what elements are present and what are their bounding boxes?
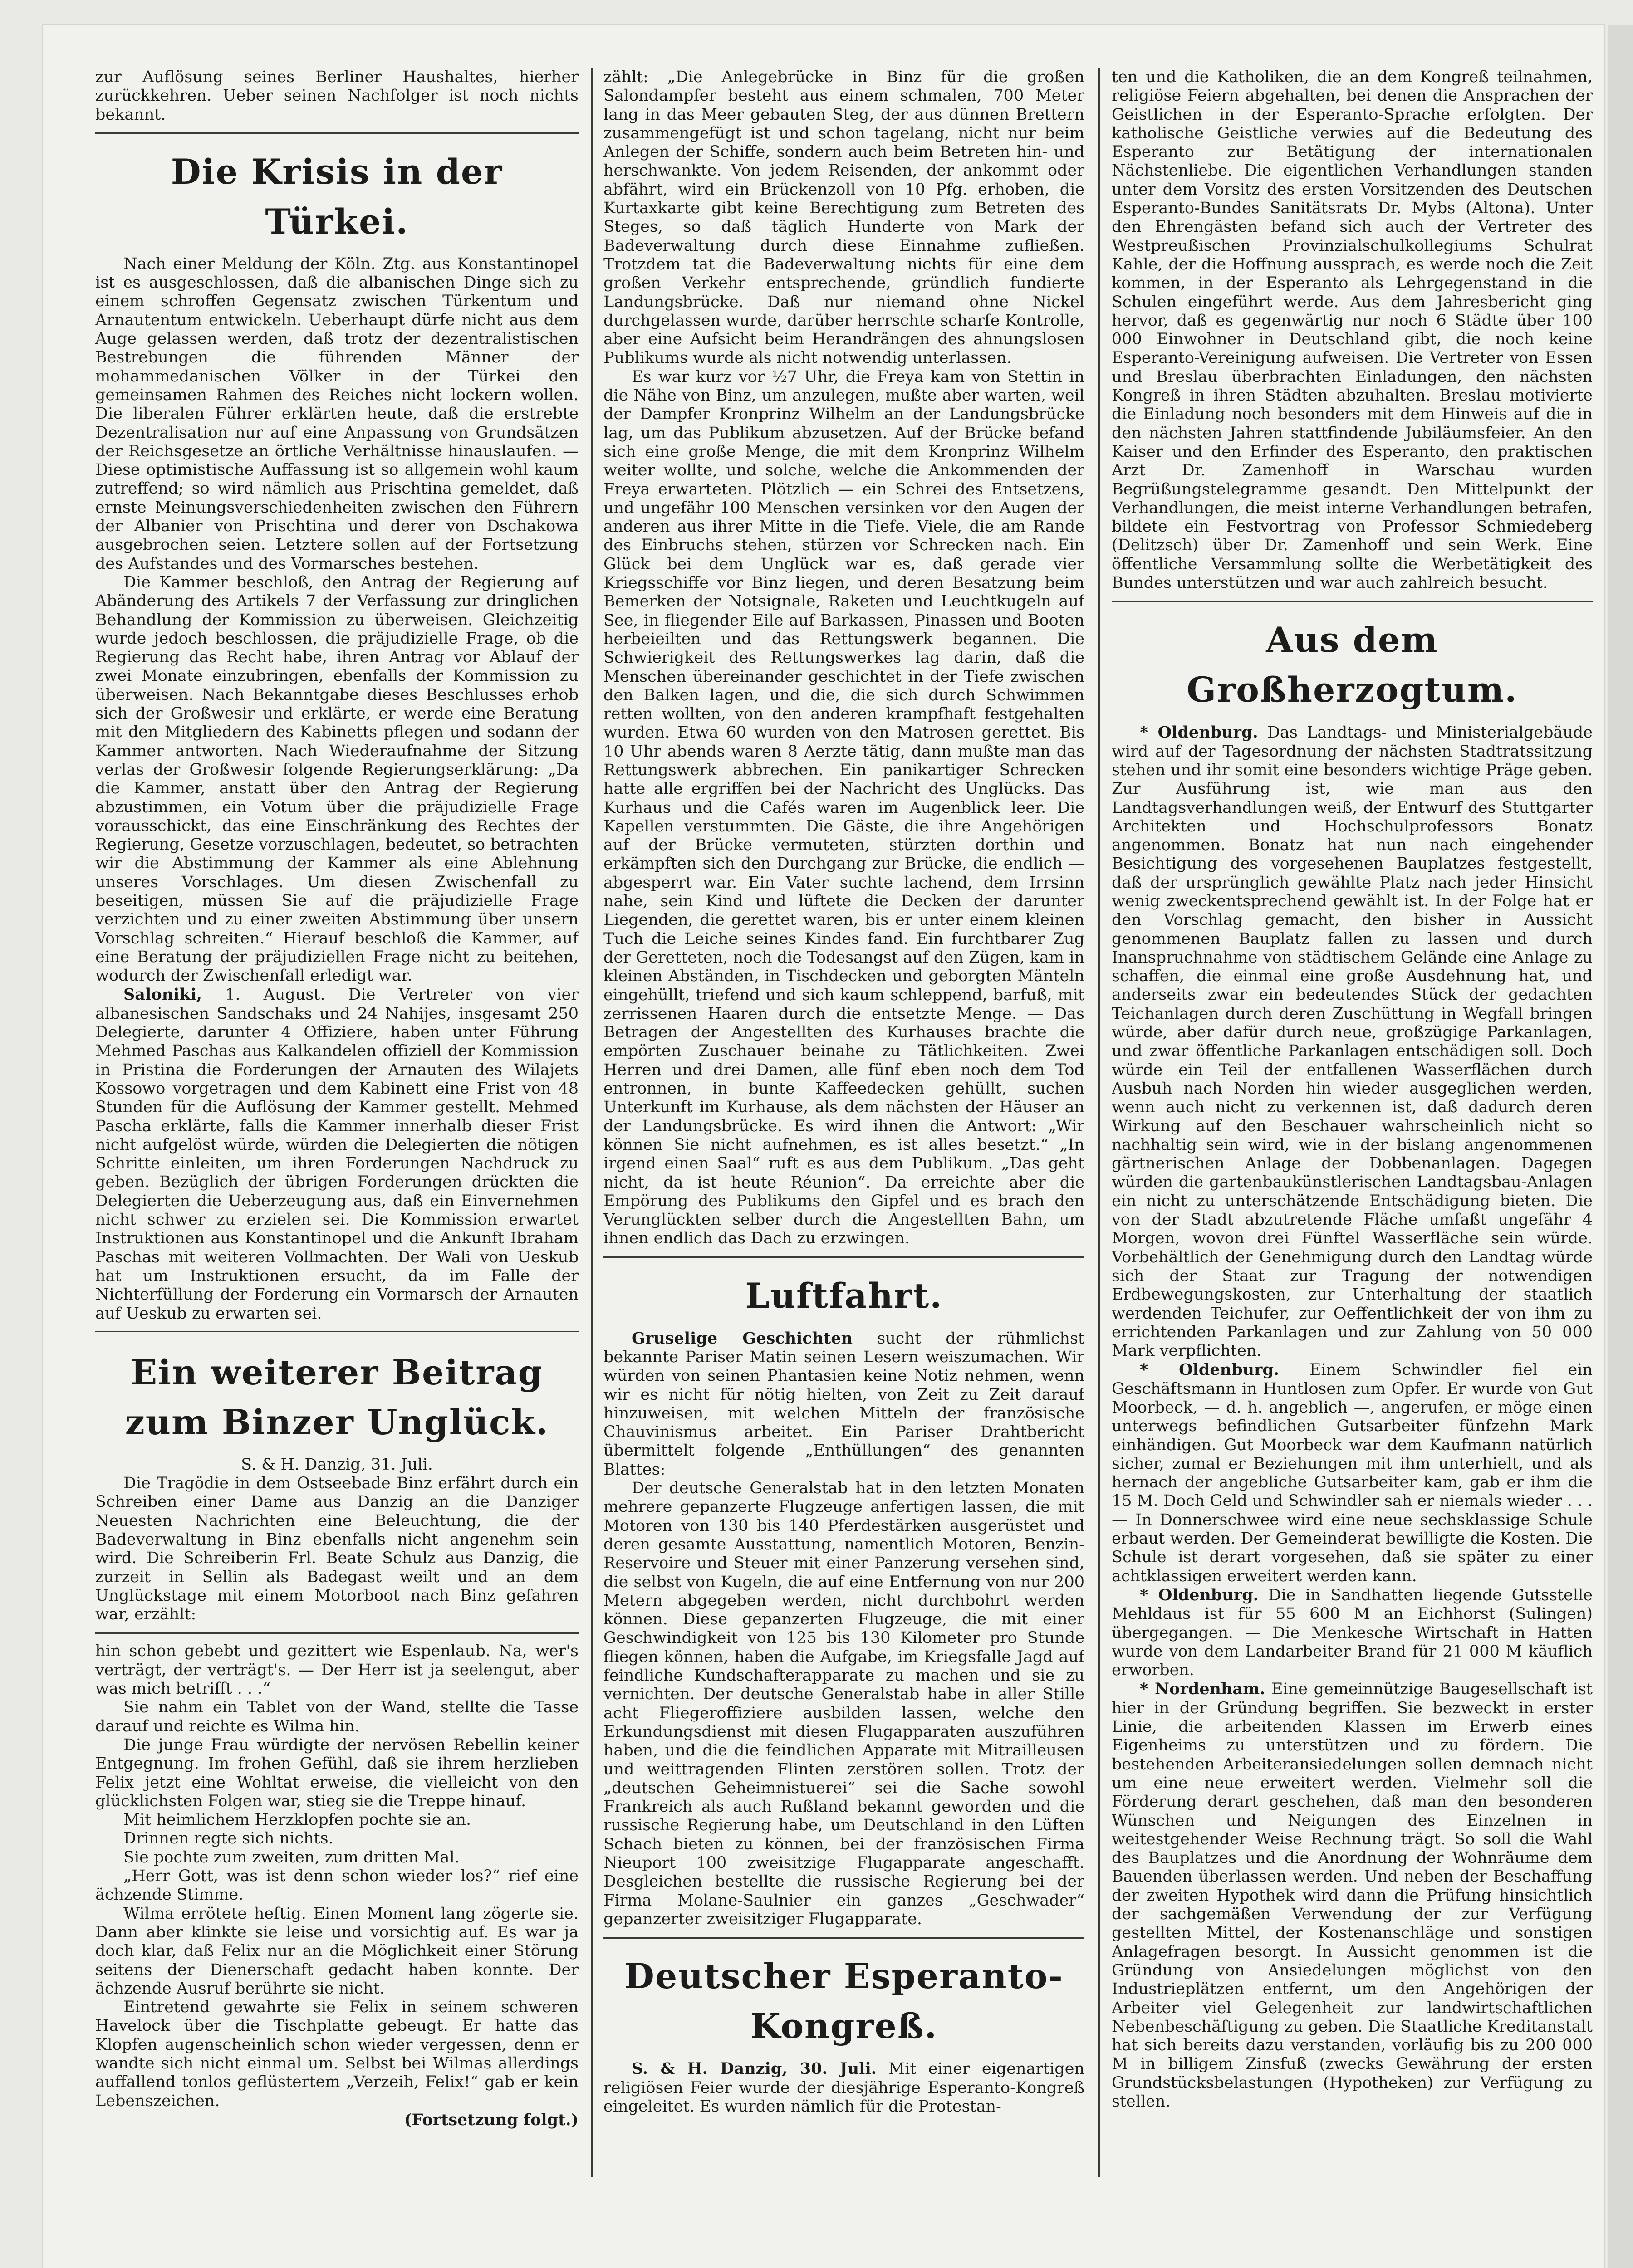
continued-note: (Fortsetzung folgt.) xyxy=(404,2110,579,2129)
serial-paragraph: Die junge Frau würdigte der nervösen Rebellin keiner Entgegnung. Im frohen Gefühl, daß sie ihrem herzlieben Felix jetzt eine Wohltat erweise, die vielleicht von den glücklichsten Folgen war, stieg sie die Treppe hinauf. xyxy=(95,1735,579,1810)
serial-paragraph: Drinnen regte sich nichts. xyxy=(123,1829,333,1848)
paragraph-text: Mit einer eigenartigen religiösen Feier wurde der diesjährige Esperanto-Kongreß eingeleitet. Es wurden nämlich für die Protestan- xyxy=(603,2060,1084,2116)
paragraph-text: Einem Schwindler fiel ein Geschäftsmann in Huntlosen zum Opfer. Er wurde von Gut Moorbeck, — d. h. angeblich —, angerufen, er möge einen unterwegs befindlichen Gutsarbeiter fünfzehn Mark einhändigen. Gut Moorbeck war dem Kaufmann natürlich sicher, zumal er Beziehungen mit ihm unterhielt, und als hernach der angebliche Gutsarbeiter kam, gab er ihm die 15 M. Doch Geld und Schwindler sah er niemals wieder . . . — In Donnerschwee wird eine neue sechsklassige Schule erbaut werden. Der Gemeinderat bewilligte die Kosten. Die Schule ist derart vorgesehen, daß sie später zu einer achtklassigen erweitert werden kann. xyxy=(1112,1361,1593,1585)
dateline: * Oldenburg. xyxy=(1140,723,1258,742)
esperanto-paragraph xyxy=(603,2059,1084,2116)
paragraph-text: Die in Sandhatten liegende Gutsstelle Mehldaus ist für 55 600 M an Eichhorst (Sulingen) übergegangen. — Die Menkesche Wirtschaft in Hatten wurde von dem Landarbeiter Brand für 21 000 M käuflich erworben. xyxy=(1112,1586,1593,1680)
column-left xyxy=(95,68,579,2177)
column-right xyxy=(1112,68,1593,2177)
dateline: * Nordenham. xyxy=(1140,1680,1265,1699)
duchy-paragraph xyxy=(1112,723,1593,1360)
duchy-paragraph xyxy=(1112,1680,1593,2111)
dateline: S. & H. Danzig, 31. Juli. xyxy=(241,1455,433,1474)
serial-paragraph: „Herr Gott, was ist denn schon wieder los?“ rief eine ächzende Stimme. xyxy=(95,1867,579,1904)
column-rule-right xyxy=(1098,68,1100,2177)
paragraph-text: sucht der rühmlichst bekannte Pariser Matin seinen Lesern weiszumachen. Wir würden von seinen Phantasien keine Notiz nehmen, wenn wir es nicht für nötig hielten, von Zeit zu Zeit darauf hinzuweisen, mit welchen Mitteln der französische Chauvinismus arbeitet. Ein Pariser Drahtbericht übermittelt folgende „Enthüllungen“ des genannten Blattes: xyxy=(603,1329,1084,1479)
aviation-paragraph xyxy=(603,1329,1084,1479)
article-intro: zur Auflösung seines Berliner Haushaltes, hierher zurückkehren. Ueber seinen Nachfolger ist noch nichts bekannt. xyxy=(95,68,579,124)
serial-paragraph: Wilma errötete heftig. Einen Moment lang zögerte sie. Dann aber klinkte sie leise und vorsichtig auf. Es war ja doch klar, daß Felix nur an die Möglichkeit einer Störung seitens der Dienerschaft gedacht haben konnte. Der ächzende Ausruf berührte sie nicht. xyxy=(95,1904,579,1998)
dateline: * Oldenburg. xyxy=(1140,1585,1259,1604)
page-edge xyxy=(1608,25,1633,2268)
serial-paragraph: Mit heimlichem Herzklopfen pochte sie an. xyxy=(123,1811,471,1829)
separator xyxy=(95,132,579,134)
headline-turkey: Die Krisis in der Türkei. xyxy=(171,151,503,242)
serial-paragraph: Eintretend gewahrte sie Felix in seinem schweren Havelock über die Tischplatte gebeugt. Er hatte das Klopfen augenscheinlich schon wieder vergessen, denn er wandte sich nicht einmal um. Selbst bei Wilmas allerdings auffallend tonlos geflüstertem „Verzeih, Felix!“ gab er kein Lebenszeichen. xyxy=(95,1998,579,2110)
turkey-paragraph: Nach einer Meldung der Köln. Ztg. aus Konstantinopel ist es ausgeschlossen, daß die albanischen Dinge sich zu einem schroffen Gegensatz zwischen Türkentum und Arnautentum entwickeln. Ueberhaupt dürfe nicht aus dem Auge gelassen werden, daß trotz der dezentralistischen Bestrebungen die führenden Männer der mohammedanischen Völker in der Türkei den gemeinsamen Rahmen des Reiches nicht lockern wollen. Die liberalen Führer erklärten heute, daß die erstrebte Dezentralisation nur auf eine Anpassung von Grundsätzen der Reichsgesetze an örtliche Verhältnisse hinauslaufen. — Diese optimistische Auffassung ist so allgemein wohl kaum zutreffend; so wird nämlich aus Prischtina gemeldet, daß ernste Meinungsverschiedenheiten zwischen den Führern der Albanier von Prischtina und derer von Dschakowa ausgebrochen seien. Letztere sollen auf der Fortsetzung des Aufstandes und des Vormarsches bestehen. xyxy=(95,254,579,573)
headline-esperanto: Deutscher Esperanto-Kongreß. xyxy=(624,1956,1064,2047)
lead-phrase: Gruselige Geschichten xyxy=(632,1329,853,1348)
serial-paragraph: hin schon gebebt und gezittert wie Espenlaub. Na, wer's verträgt, der verträgt's. — Der Herr ist ja seelengut, aber was mich betrifft . . .“ xyxy=(95,1642,579,1698)
duchy-paragraph xyxy=(1112,1586,1593,1680)
serial-paragraph: Sie pochte zum zweiten, zum dritten Mal. xyxy=(123,1848,460,1867)
separator xyxy=(1112,601,1593,602)
separator xyxy=(603,1256,1084,1258)
binz-paragraph: Die Tragödie in dem Ostseebade Binz erfährt durch ein Schreiben einer Dame aus Danzig an die Danziger Neuesten Nachrichten eine Beleuchtung, die der Badeverwaltung in Binz ebenfalls nicht angenehm sein wird. Die Schreiberin Frl. Beate Schulz aus Danzig, die zurzeit in Sellin als Badegast weilt und an dem Unglückstage mit einem Motorboot nach Binz gefahren war, erzählt: xyxy=(95,1474,579,1624)
separator xyxy=(603,1937,1084,1939)
dateline: S. & H. Danzig, 30. Juli. xyxy=(632,2059,877,2078)
binz-paragraph: zählt: „Die Anlegebrücke in Binz für die großen Salondampfer besteht aus einem schmalen, 700 Meter lang in das Meer gebauten Steg, der aus dünnen Brettern zusammengefügt ist und schon tagelang, nicht nur beim Anlegen der Schiffe, sondern auch beim Betreten hin- und herschwankte. Von jedem Reisenden, der ankommt oder abfährt, wird ein Brückenzoll von 10 Pfg. erhoben, die Kurtaxkarte gibt keine Berechtigung zum Betreten des Steges, so daß täglich Hunderte von Mark der Badeverwaltung durch diese Einnahme zufließen. Trotzdem tat die Badeverwaltung nichts für eine dem großen Verkehr entsprechende, gründlich fundierte Landungsbrücke. Daß nur niemand ohne Nickel durchgelassen wurde, darüber herrschte scharfe Kontrolle, aber eine Aufsicht beim Herandrängen des ahnungslosen Publikums wurde als nicht notwendig unterlassen. xyxy=(603,68,1084,367)
serial-paragraph: Sie nahm ein Tablet von der Wand, stellte die Tasse darauf und reichte es Wilma hin. xyxy=(95,1698,579,1735)
turkey-paragraph: Die Kammer beschloß, den Antrag der Regierung auf Abänderung des Artikels 7 der Verfassung zur dringlichen Behandlung der Kommission zu überweisen. Gleichzeitig wurde jedoch beschlossen, die präjudizielle Frage, ob die Regierung das Recht habe, ihren Antrag vor Ablauf der zwei Monate einzubringen, ebenfalls der Kommission zu überweisen. Nach Bekanntgabe dieses Beschlusses erhob sich der Großwesir und erklärte, er werde eine Beratung mit den Mitgliedern des Kabinetts pflegen und sodann der Kammer antworten. Nach Wiederaufnahme der Sitzung verlas der Großwesir folgende Regierungserklärung: „Da die Kammer, anstatt über den Antrag der Regierung abzustimmen, ein Votum über die präjudizielle Frage vorausschickt, das eine Einschränkung des Rechtes der Regierung, Gesetze vorzuschlagen, bedeutet, so betrachten wir die Abstimmung der Kammer als eine Ablehnung unseres Vorschlages. Um diesen Zwischenfall zu beseitigen, müssen Sie auf die präjudizielle Frage verzichten und zu einer zweiten Abstimmung über unsern Vorschlag schreiten.“ Hierauf beschloß die Kammer, auf eine Beratung der präjudiziellen Frage nicht zu beitehen, wodurch der Zwischenfall erledigt war. xyxy=(95,573,579,985)
turkey-paragraph xyxy=(95,985,579,1323)
separator xyxy=(95,1331,579,1335)
duchy-paragraph xyxy=(1112,1360,1593,1586)
dateline: Saloniki, xyxy=(123,985,202,1004)
headline-aviation: Luftfahrt. xyxy=(745,1275,943,1316)
column-rule-left xyxy=(591,68,593,2177)
separator xyxy=(95,1632,579,1634)
paragraph-text: Das Landtags- und Ministerialgebäude wird auf der Tagesordnung der nächsten Stadtratssitzung stehen und ihr somit eine besonders wichtige Präge geben. Zur Ausführung ist, wie man aus den Landtagsverhandlungen weiß, der Entwurf des Stuttgarter Architekten und Hochschulprofessors Bonatz angenommen. Bonatz hat nun nach eingehender Besichtigung des vorgesehenen Bauplatzes festgestellt, daß der ursprünglich gewählte Platz nach jeder Hinsicht wenig zweckentsprechend gewählt ist. In der Folge hat er den Vorschlag gemacht, den bisher in Aussicht genommenen Bauplatz fallen zu lassen und durch Inanspruchnahme von städtischem Gelände eine Anlage zu schaffen, die einmal eine große Ausdehnung hat, und anderseits zwar ein bedeutendes Stück der gedachten Teichanlagen durch deren Zuschüttung in Wegfall bringen würde, aber dafür durch neue, großzügige Parkanlagen, und zwar öffentliche Parkanlagen entschädigen soll. Doch würde ein Teil der entfallenen Wasserflächen durch Ausbuh nach Norden hin wieder ausgeglichen werden, wenn auch nicht zu verkennen ist, daß dadurch deren Wirkung auf den Beschauer wahrscheinlich nicht so nachhaltig sein wird, wie in der bislang angenommenen gärtnerischen Anlage der Dobbenanlagen. Dagegen würden die gartenbaukünstlerischen Landtagsbau-Anlagen ein nicht zu unterschätzende Entschädigung bieten. Die von der Stadt abzutretende Fläche umfaßt ungefähr 4 Morgen, wovon drei Fünftel Wasserfläche sein würde. Vorbehältlich der Genehmigung durch den Landtag würde sich der Staat zur Tragung der notwendigen Erdbewegungskosten, zur Unterhaltung der staatlich werdenden Teichufer, zur Oeffentlichkeit der von ihm zu errichtenden Parkanlagen und zur Zahlung von 50 000 Mark verpflichten. xyxy=(1112,723,1593,1360)
dateline: * Oldenburg. xyxy=(1140,1360,1280,1379)
binz-paragraph: Es war kurz vor ½7 Uhr, die Freya kam von Stettin in die Nähe von Binz, um anzulegen, mußte aber warten, weil der Dampfer Kronprinz Wilhelm an der Landungsbrücke lag, um das Publikum abzusetzen. Auf der Brücke befand sich eine große Menge, die mit dem Kronprinz Wilhelm weiter wollte, und solche, welche die Ankommenden der Freya erwarteten. Plötzlich — ein Schrei des Entsetzens, und ungefähr 100 Menschen versinken vor den Augen der anderen aus ihrer Mitte in die Tiefe. Viele, die am Rande des Einbruchs stehen, stürzen vor Schrecken nach. Ein Glück bei dem Unglück war es, daß gerade vier Kriegsschiffe vor Binz liegen, und deren Besatzung beim Bemerken der Notsignale, Raketen und Leuchtkugeln auf See, in fliegender Eile auf Barkassen, Pinassen und Booten herbeieilten und das Rettungswerk begannen. Die Schwierigkeit des Rettungswerkes lag darin, daß die Menschen übereinander geschichtet in der Tiefe zwischen den Balken lagen, und die, die sich durch Schwimmen retten wollten, von den anderen krampfhaft festgehalten wurden. Etwa 60 wurden von den Matrosen gerettet. Bis 10 Uhr abends waren 8 Aerzte tätig, dann mußte man das Rettungswerk abbrechen. Ein panikartiger Schrecken hatte alle ergriffen bei der Nachricht des Unglücks. Das Kurhaus und die Cafés waren im Augenblick leer. Die Kapellen verstummten. Die Gäste, die ihre Angehörigen auf der Brücke vermuteten, stürzten dorthin und erkämpften sich den Durchgang zur Brücke, die endlich — abgesperrt war. Ein Vater suchte lachend, dem Irrsinn nahe, sein Kind und lüftete die Decken der darunter Liegenden, die gerettet waren, bis er unter einem kleinen Tuch die Leiche seines Kindes fand. Ein furchtbarer Zug der Geretteten, noch die Todesangst auf den Zügen, kam in kleinen Abständen, in Tischdecken und geborgten Mänteln eingehüllt, triefend und sich kaum schleppend, barfuß, mit zerrissenen Haaren durch die entsetzte Menge. — Das Betragen der Angestellten des Kurhauses brachte die empörten Zuschauer beinahe zu Tätlichkeiten. Zwei Herren und drei Damen, alle fünf eben noch dem Tod entronnen, in bunte Kaffeedecken gehüllt, suchen Unterkunft im Kurhause, als dem nächsten der Häuser an der Landungsbrücke. Es wird ihnen die Antwort: „Wir können Sie nicht aufnehmen, es ist alles besetzt.“ „In irgend einen Saal“ ruft es aus dem Publikum. „Das geht nicht, da ist heute Réunion“. Da erreichte aber die Empörung des Publikums den Gipfel und es brach den Verunglückten selber durch die Angestellten Bahn, um ihnen endlich das Dach zu erzwingen. xyxy=(603,367,1084,1248)
headline-duchy: Aus dem Großherzogtum. xyxy=(1187,620,1518,710)
aviation-paragraph: Der deutsche Generalstab hat in den letzten Monaten mehrere gepanzerte Flugzeuge anfertigen lassen, die mit Motoren von 130 bis 140 Pferdestärken ausgerüstet und deren gesamte Ausstattung, namentlich Motoren, Benzin-Reservoire und Steuer mit einer Panzerung versehen sind, die selbst von Kugeln, die auf eine Entfernung von nur 200 Metern abgegeben werden, nicht durchbohrt werden können. Diese gepanzerten Flugzeuge, die mit einer Geschwindigkeit von 125 bis 130 Kilometer pro Stunde fliegen können, haben die Aufgabe, im Kriegsfalle Jagd auf feindliche Kundschafterapparate zu machen und sie zu vernichten. Der deutsche Generalstab habe in aller Stille acht Fliegeroffiziere ausbilden lassen, welche den Erkundungsdienst mit diesen Flugapparaten auszuführen haben, und die die feindlichen Apparate mit Mitrailleusen und weittragenden Flinten zerstören sollen. Trotz der „deutschen Geheimnistuerei“ sei die Sache sowohl Frankreich als auch Rußland bekannt geworden und die russische Regierung habe, um Deutschland in den Lüften Schach bieten zu können, bei der französischen Firma Nieuport 100 zweisitzige Flugapparate angeschafft. Desgleichen bestellte die russische Regierung bei der Firma Molane-Saulnier ein ganzes „Geschwader“ gepanzerter zweisitziger Flugapparate. xyxy=(603,1479,1084,1928)
headline-binz: Ein weiterer Beitrag zum Binzer Unglück. xyxy=(125,1352,549,1442)
paragraph-text: 1. August. Die Vertreter von vier albanesischen Sandschaks und 24 Nahijes, insgesamt 250 Delegierte, darunter 4 Offiziere, haben unter Führung Mehmed Paschas aus Kalkandelen offiziell der Kommission in Pristina die Forderungen der Arnauten des Wilajets Kossowo vorgetragen und dem Kabinett eine Frist von 48 Stunden für die Auflösung der Kammer gestellt. Mehmed Pascha erklärte, falls die Kammer innerhalb dieser Frist nicht aufgelöst würde, würden die Delegierten die nötigen Schritte einleiten, um ihren Forderungen Nachdruck zu geben. Bezüglich der übrigen Forderungen drückten die Delegierten die Ueberzeugung aus, daß ein Einvernehmen nicht schwer zu erzielen sei. Die Kommission erwartet Instruktionen aus Konstantinopel und die Ankunft Ibraham Paschas mit weiteren Vollmachten. Der Wali von Ueskub hat um Instruktionen ersucht, da im Falle der Nichterfüllung der Forderung ein Vormarsch der Arnauten auf Ueskub zu erwarten sei. xyxy=(95,986,579,1323)
esperanto-paragraph: ten und die Katholiken, die an dem Kongreß teilnahmen, religiöse Feiern abgehalten, bei denen die Ansprachen der Geistlichen in der Esperanto-Sprache erfolgten. Der katholische Geistliche verwies auf die Bedeutung des Esperanto zur Betätigung der internationalen Nächstenliebe. Die eigentlichen Verhandlungen standen unter dem Vorsitz des ersten Vorsitzenden des Deutschen Esperanto-Bundes Sanitätsrats Dr. Mybs (Altona). Unter den Ehrengästen befand sich auch der Vertreter des Westpreußischen Provinzialschulkollegiums Schulrat Kahle, der die Hoffnung aussprach, es werde noch die Zeit kommen, in der Esperanto als Lehrgegenstand in die Schulen eingeführt werde. Aus dem Jahresbericht ging hervor, daß es gegenwärtig nur noch 6 Städte über 100 000 Einwohner in Deutschland gibt, die noch keine Esperanto-Vereinigung aufweisen. Die Vertreter von Essen und Breslau überbrachten Einladungen, den nächsten Kongreß in ihren Städten abzuhalten. Breslau motivierte die Einladung noch besonders mit dem Hinweis auf die in den nächsten Jahren stattfindende Jubiläumsfeier. An den Kaiser und den Erfinder des Esperanto, den praktischen Arzt Dr. Zamenhoff in Warschau wurden Begrüßungstelegramme gesandt. Den Mittelpunkt der Verhandlungen, die meist interne Verhandlungen betrafen, bildete ein Festvortrag von Professor Schmiedeberg (Delitzsch) über Dr. Zamenhoff und sein Werk. Eine öffentliche Versammlung sollte die Werbetätigkeit des Bundes unterstützen und war auch zahlreich besucht. xyxy=(1112,68,1593,592)
column-middle xyxy=(603,68,1084,2177)
paragraph-text: Eine gemeinnützige Baugesellschaft ist hier in der Gründung begriffen. Sie bezweckt in erster Linie, die arbeitenden Klassen im Erwerb eines Eigenheims zu unterstützen und zu fördern. Die bestehenden Arbeiteransiedelungen sollen demnach nicht um eine neue erweitert werden. Vielmehr soll die Förderung derart geschehen, daß man den besonderen Wünschen und Neigungen des Einzelnen in weitestgehender Weise Rechnung trägt. So soll die Wahl des Bauplatzes und die Anordnung der Wohnräume dem Bauenden überlassen werden. Und neben der Beschaffung der zweiten Hypothek wird dann die Prüfung hinsichtlich der sachgemäßen Verwendung der zur Verfügung gestellten Mittel, der Kostenanschläge und sonstigen Anlagefragen besorgt. In Aussicht genommen ist die Gründung von Ansiedelungen möglichst von den Industrieplätzen entfernt, um den Angehörigen der Arbeiter viel Gelegenheit zur landwirtschaftlichen Nebenbeschäftigung zu geben. Die Staatliche Kreditanstalt hat sich bereits dazu verstanden, vorläufig bis zu 200 000 M in billigem Zinsfuß (zwecks Gewährung der ersten Grundstücksbelastungen (Hypotheken) zur Verfügung zu stellen. xyxy=(1112,1680,1593,2111)
